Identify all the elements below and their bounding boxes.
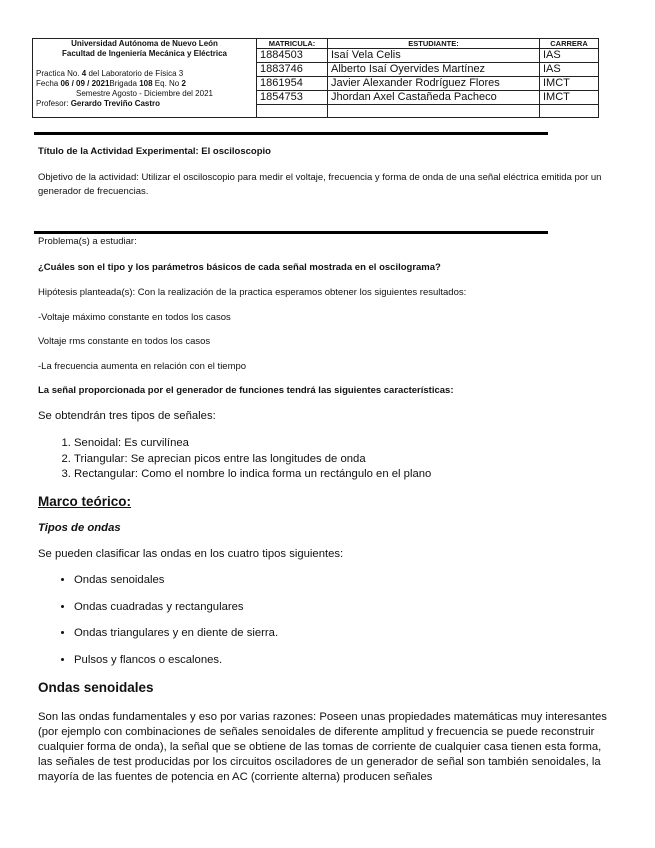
list-item: • Pulsos y flancos o escalones.: [74, 654, 278, 681]
list-item: • Ondas cuadradas y rectangulares: [74, 601, 278, 628]
institution-cell: [33, 39, 257, 118]
objective-text: Objetivo de la actividad: Utilizar el osciloscopio para medir el voltaje, frecuencia y forma de onda de una señal eléctrica emitida por un generador de frecuencias.: [38, 172, 602, 197]
student-cell: Isaí Vela Celis: [328, 49, 540, 63]
wave-type-list: [38, 574, 278, 680]
student-cell: Jhordan Axel Castañeda Pacheco: [328, 91, 540, 105]
body-paragraph: Son las ondas fundamentales y eso por varias razones: Poseen unas propiedades matemáticas muy interesantes (por ejemplo con combinaciones de señales senoidales de diferente amplitud y frecuencia se puede reconstruir cualquier forma de onda), la señal que se obtiene de las tomas de corriente de cualquier casa tienen esta forma, las señales de test producidas por los circuitos osciladores de un generador de señal son también senoidales, la mayoría de las fuentes de potencia en AC (corriente alterna) producen señales: [38, 711, 607, 783]
result-item: -La frecuencia aumenta en relación con el tiempo: [38, 361, 247, 372]
university-name: Universidad Autónoma de Nuevo León: [71, 39, 218, 48]
career-cell: IAS: [540, 49, 599, 63]
matricula-cell: 1884503: [257, 49, 328, 63]
matricula-cell: 1854753: [257, 91, 328, 105]
professor-line: Profesor: Gerardo Treviño Castro: [36, 99, 161, 108]
research-question: ¿Cuáles son el tipo y los parámetros básicos de cada señal mostrada en el oscilograma?: [38, 262, 441, 273]
list-item: 3. Rectangular: Como el nombre lo indica forma un rectángulo en el plano: [74, 467, 431, 483]
col-estudiante: ESTUDIANTE:: [328, 39, 540, 49]
divider-line: [34, 132, 548, 135]
subsection-heading: Tipos de ondas: [38, 522, 121, 534]
matricula-cell: 1883746: [257, 63, 328, 77]
header-table: [32, 38, 599, 118]
semester-line: Semestre Agosto - Diciembre del 2021: [76, 89, 213, 98]
practice-line: Practica No. 4 del Laboratorio de Física 3: [36, 69, 184, 78]
three-types-text: Se obtendrán tres tipos de señales:: [38, 410, 216, 422]
section-heading: Marco teórico:: [38, 494, 132, 509]
list-item: 1. Senoidal: Es curvilínea: [74, 436, 431, 452]
faculty-name: Facultad de Ingeniería Mecánica y Eléctrica: [62, 49, 227, 58]
student-cell: Javier Alexander Rodríguez Flores: [328, 77, 540, 91]
list-item: 2. Triangular: Se aprecian picos entre las longitudes de onda: [74, 452, 431, 468]
signal-list: [38, 436, 431, 483]
activity-title: Título de la Actividad Experimental: El osciloscopio: [38, 146, 271, 157]
career-cell: IMCT: [540, 77, 599, 91]
divider-line: [34, 231, 548, 234]
list-item: • Ondas triangulares y en diente de sierra.: [74, 627, 278, 654]
student-cell: Alberto Isaí Oyervides Martínez: [328, 63, 540, 77]
result-item: -Voltaje máximo constante en todos los casos: [38, 312, 231, 323]
signal-statement: La señal proporcionada por el generador de funciones tendrá las siguientes características:: [38, 385, 454, 396]
section-heading: Ondas senoidales: [38, 680, 154, 695]
classify-text: Se pueden clasificar las ondas en los cuatro tipos siguientes:: [38, 548, 344, 560]
problem-label: Problema(s) a estudiar:: [38, 236, 137, 247]
career-cell: IAS: [540, 63, 599, 77]
list-item: • Ondas senoidales: [74, 574, 278, 601]
hypothesis-text: Hipótesis planteada(s): Con la realización de la practica esperamos obtener los siguientes resultados:: [38, 287, 467, 298]
date-line: Fecha 06 / 09 / 2021Brigada 108 Eq. No 2: [36, 79, 186, 88]
col-carrera: CARRERA: [540, 39, 599, 49]
matricula-cell: 1861954: [257, 77, 328, 91]
result-item: Voltaje rms constante en todos los casos: [38, 336, 211, 347]
career-cell: IMCT: [540, 91, 599, 105]
col-matricula: MATRICULA:: [257, 39, 328, 49]
